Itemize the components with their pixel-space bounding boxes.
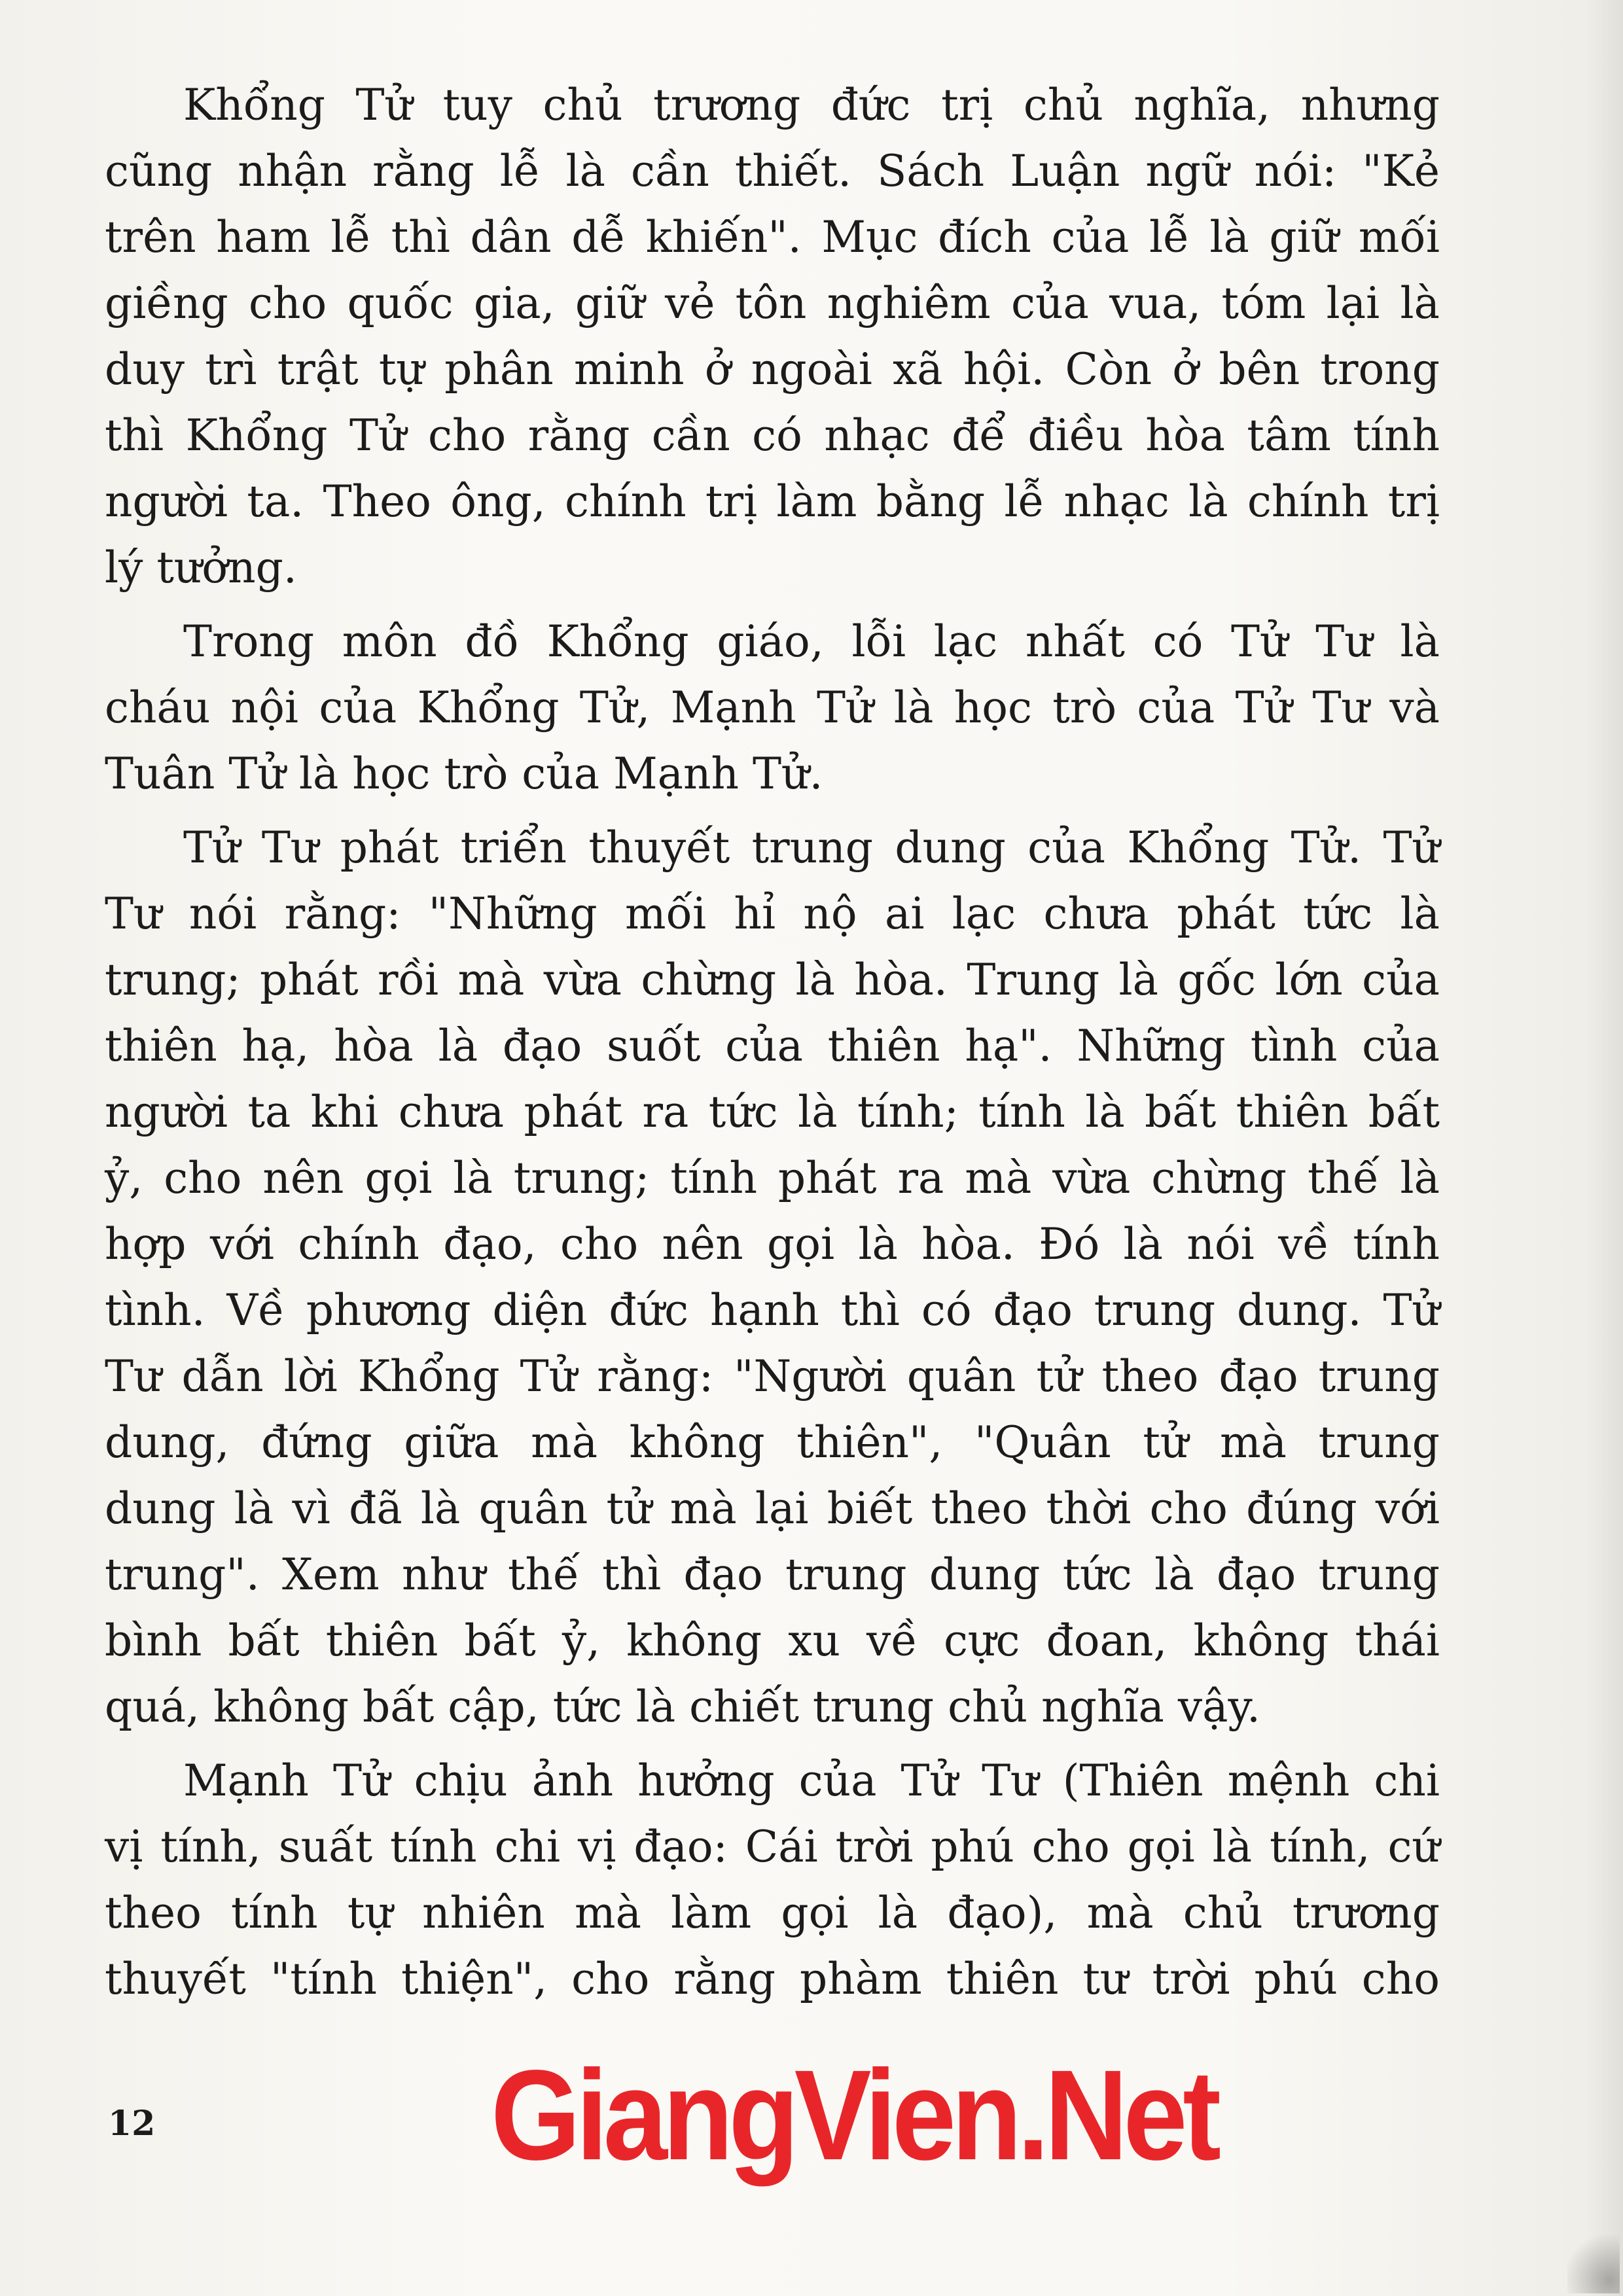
text-line: Tuân Tử là học trò của Mạnh Tử. [105, 749, 823, 799]
text-line: cũng nhận rằng lễ là cần thiết. Sách Luận ngữ nói: "Kẻ [105, 146, 1440, 196]
text-line: quá, không bất cập, tức là chiết trung chủ nghĩa vậy. [105, 1682, 1260, 1732]
text-line: vị tính, suất tính chi vị đạo: Cái trời phú cho gọi là tính, cứ [105, 1822, 1440, 1872]
text-line: theo tính tự nhiên mà làm gọi là đạo), mà chủ trương [105, 1888, 1440, 1938]
text-line: lý tưởng. [105, 542, 297, 593]
text-line: dung là vì đã là quân tử mà lại biết theo thời cho đúng với [105, 1483, 1440, 1534]
corner-stain [1567, 2228, 1620, 2293]
text-line: thì Khổng Tử cho rằng cần có nhạc để điều hòa tâm tính [105, 410, 1440, 461]
body-text [105, 72, 1440, 2020]
text-line: dung, đứng giữa mà không thiên", "Quân tử mà trung [105, 1417, 1440, 1468]
text-line: bình bất thiên bất ỷ, không xu về cực đoan, không thái [105, 1616, 1440, 1666]
watermark-logo: GiangVien.Net [491, 2043, 1217, 2187]
paragraph-1 [105, 72, 1440, 601]
text-line: trung; phát rồi mà vừa chừng là hòa. Trung là gốc lớn của [105, 955, 1440, 1005]
text-line: tình. Về phương diện đức hạnh thì có đạo trung dung. Tử [105, 1285, 1440, 1335]
text-line: Tư nói rằng: "Những mối hỉ nộ ai lạc chưa phát tức là [105, 889, 1440, 939]
text-line: thuyết "tính thiện", cho rằng phàm thiên tư trời phú cho [105, 1954, 1440, 2004]
text-line: hợp với chính đạo, cho nên gọi là hòa. Đó là nói về tính [105, 1219, 1440, 1269]
page-edge-shadow [1584, 0, 1623, 2296]
text-line: thiên hạ, hòa là đạo suốt của thiên hạ". Những tình của [105, 1021, 1440, 1071]
text-line: Khổng Tử tuy chủ trương đức trị chủ nghĩa, nhưng [183, 80, 1440, 130]
text-line: duy trì trật tự phân minh ở ngoài xã hội. Còn ở bên trong [105, 344, 1440, 395]
text-line: trung". Xem như thế thì đạo trung dung tức là đạo trung [105, 1549, 1440, 1600]
text-line: Mạnh Tử chịu ảnh hưởng của Tử Tư (Thiên mệnh chi [183, 1756, 1440, 1806]
text-line: trên ham lễ thì dân dễ khiến". Mục đích của lễ là giữ mối [105, 212, 1440, 262]
text-line: Trong môn đồ Khổng giáo, lỗi lạc nhất có Tử Tư là [183, 616, 1440, 667]
text-line: ỷ, cho nên gọi là trung; tính phát ra mà vừa chừng thế là [105, 1153, 1440, 1203]
text-line: người ta khi chưa phát ra tức là tính; tính là bất thiên bất [105, 1087, 1440, 1137]
text-line: Tử Tư phát triển thuyết trung dung của Khổng Tử. Tử [183, 822, 1440, 873]
page-number: 12 [108, 2104, 156, 2144]
paragraph-2 [105, 609, 1440, 807]
paragraph-3 [105, 815, 1440, 1740]
text-line: giềng cho quốc gia, giữ vẻ tôn nghiêm của vua, tóm lại là [105, 278, 1440, 328]
text-line: người ta. Theo ông, chính trị làm bằng lễ nhạc là chính trị [105, 476, 1440, 527]
text-line: cháu nội của Khổng Tử, Mạnh Tử là học trò của Tử Tư và [105, 682, 1440, 733]
text-line: Tư dẫn lời Khổng Tử rằng: "Người quân tử theo đạo trung [105, 1351, 1440, 1402]
paragraph-4 [105, 1748, 1440, 2012]
